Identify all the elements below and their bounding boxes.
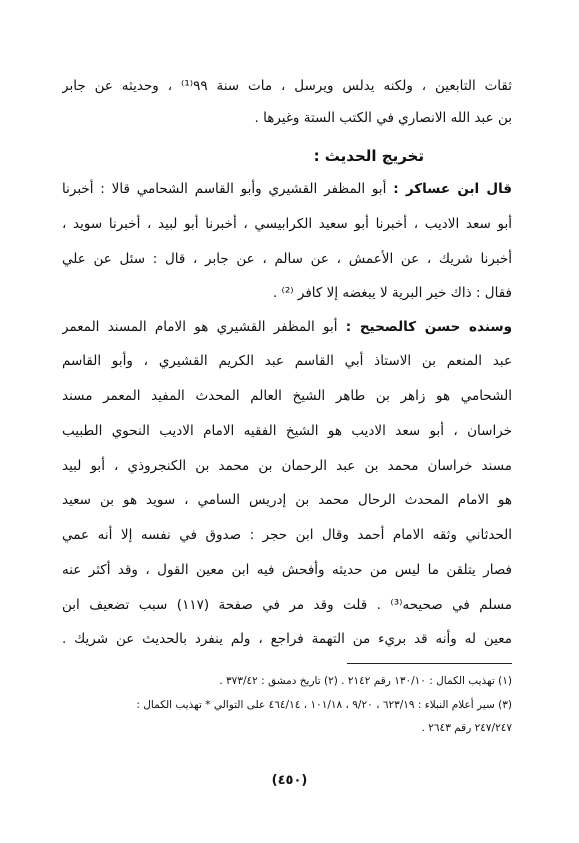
- body-line: فقال : ذاك خير البرية لا يبغضه إلا كافر ⁽²⁾ .: [272, 285, 512, 301]
- grading-label: وسنده حسن كالصحيح :: [345, 319, 512, 335]
- body-line: هو الامام المحدث الرحال محمد بن إدريس السامي ، سويد هو بن سعيد: [62, 492, 512, 508]
- footnote-line: (١) تهذيب الكمال : ١٣٠/١٠ رقم ٢١٤٢ . (٢) تاريخ دمشق : ٣٧٣/٤٢ .: [219, 675, 512, 687]
- page-number: (٤٥٠): [271, 773, 308, 788]
- body-line: فصار يتلقن ما ليس من حديثه وأفحش فيه ابن معين القول ، وقد أكثر عنه: [62, 562, 512, 578]
- body-line: معين له وأنه قد بريء من التهمة فراجع ، ولم ينفرد بالحديث عن شريك .: [62, 631, 512, 647]
- body-line: مسلم في صحيحه⁽³⁾ . قلت وقد مر في صفحة (١١٧) سبب تضعيف ابن: [62, 597, 512, 613]
- footnote-line: (٣) سير أعلام النبلاء : ٦٢٣/١٩ ، ٩/٢٠ ، ١٠١/١٨ ، ٤٦٤/١٤ على التوالي * تهذيب الكمال :: [136, 699, 512, 711]
- footnote-separator: [347, 663, 512, 664]
- body-line: بن عبد الله الانصاري في الكتب الستة وغيرها .: [254, 110, 512, 126]
- body-line: [62, 317, 512, 337]
- body-text: أبو المظفر القشيري وأبو القاسم الشحامي قالا : أخبرنا: [62, 181, 394, 197]
- body-line: أبو سعد الاديب ، أخبرنا أبو سعيد الكرابيسي ، أخبرنا أبو لبيد ، أخبرنا سويد ،: [62, 216, 512, 232]
- body-line: ثقات التابعين ، ولكنه يدلس ويرسل ، مات سنة ٩٩⁽¹⁾ ، وحديثه عن جابر: [62, 78, 512, 94]
- body-line: خراسان ، أبو سعد الاديب هو الشيخ الفقيه الامام الاديب النحوي الطبيب: [62, 423, 512, 439]
- section-heading: تخريج الحديث :: [313, 147, 424, 165]
- narrator-label: قال ابن عساكر :: [393, 181, 512, 197]
- footnote-line: ٢٤٧/٢٤٧ رقم ٢٦٤٣ .: [421, 722, 512, 734]
- body-line: الحدثاني وثقه الامام أحمد وقال ابن حجر : صدوق في نفسه إلا أنه عمي: [62, 527, 512, 543]
- body-line: عبد المنعم بن الاستاذ أبي القاسم عبد الكريم القشيري ، وأبو القاسم: [62, 353, 512, 369]
- body-line: الشحامي هو زاهر بن طاهر الشيخ العالم المحدث المفيد المعمر مسند: [62, 388, 512, 404]
- body-text: أبو المظفر القشيري هو الامام المسند المعمر: [62, 319, 346, 335]
- body-line: أخبرنا شريك ، عن الأعمش ، عن سالم ، عن جابر ، قال : سئل عن علي: [62, 251, 512, 267]
- body-line: [62, 179, 512, 199]
- body-line: مسند خراسان محمد بن عبد الرحمان بن محمد بن الكنجروذي ، أبو لبيد: [62, 458, 512, 474]
